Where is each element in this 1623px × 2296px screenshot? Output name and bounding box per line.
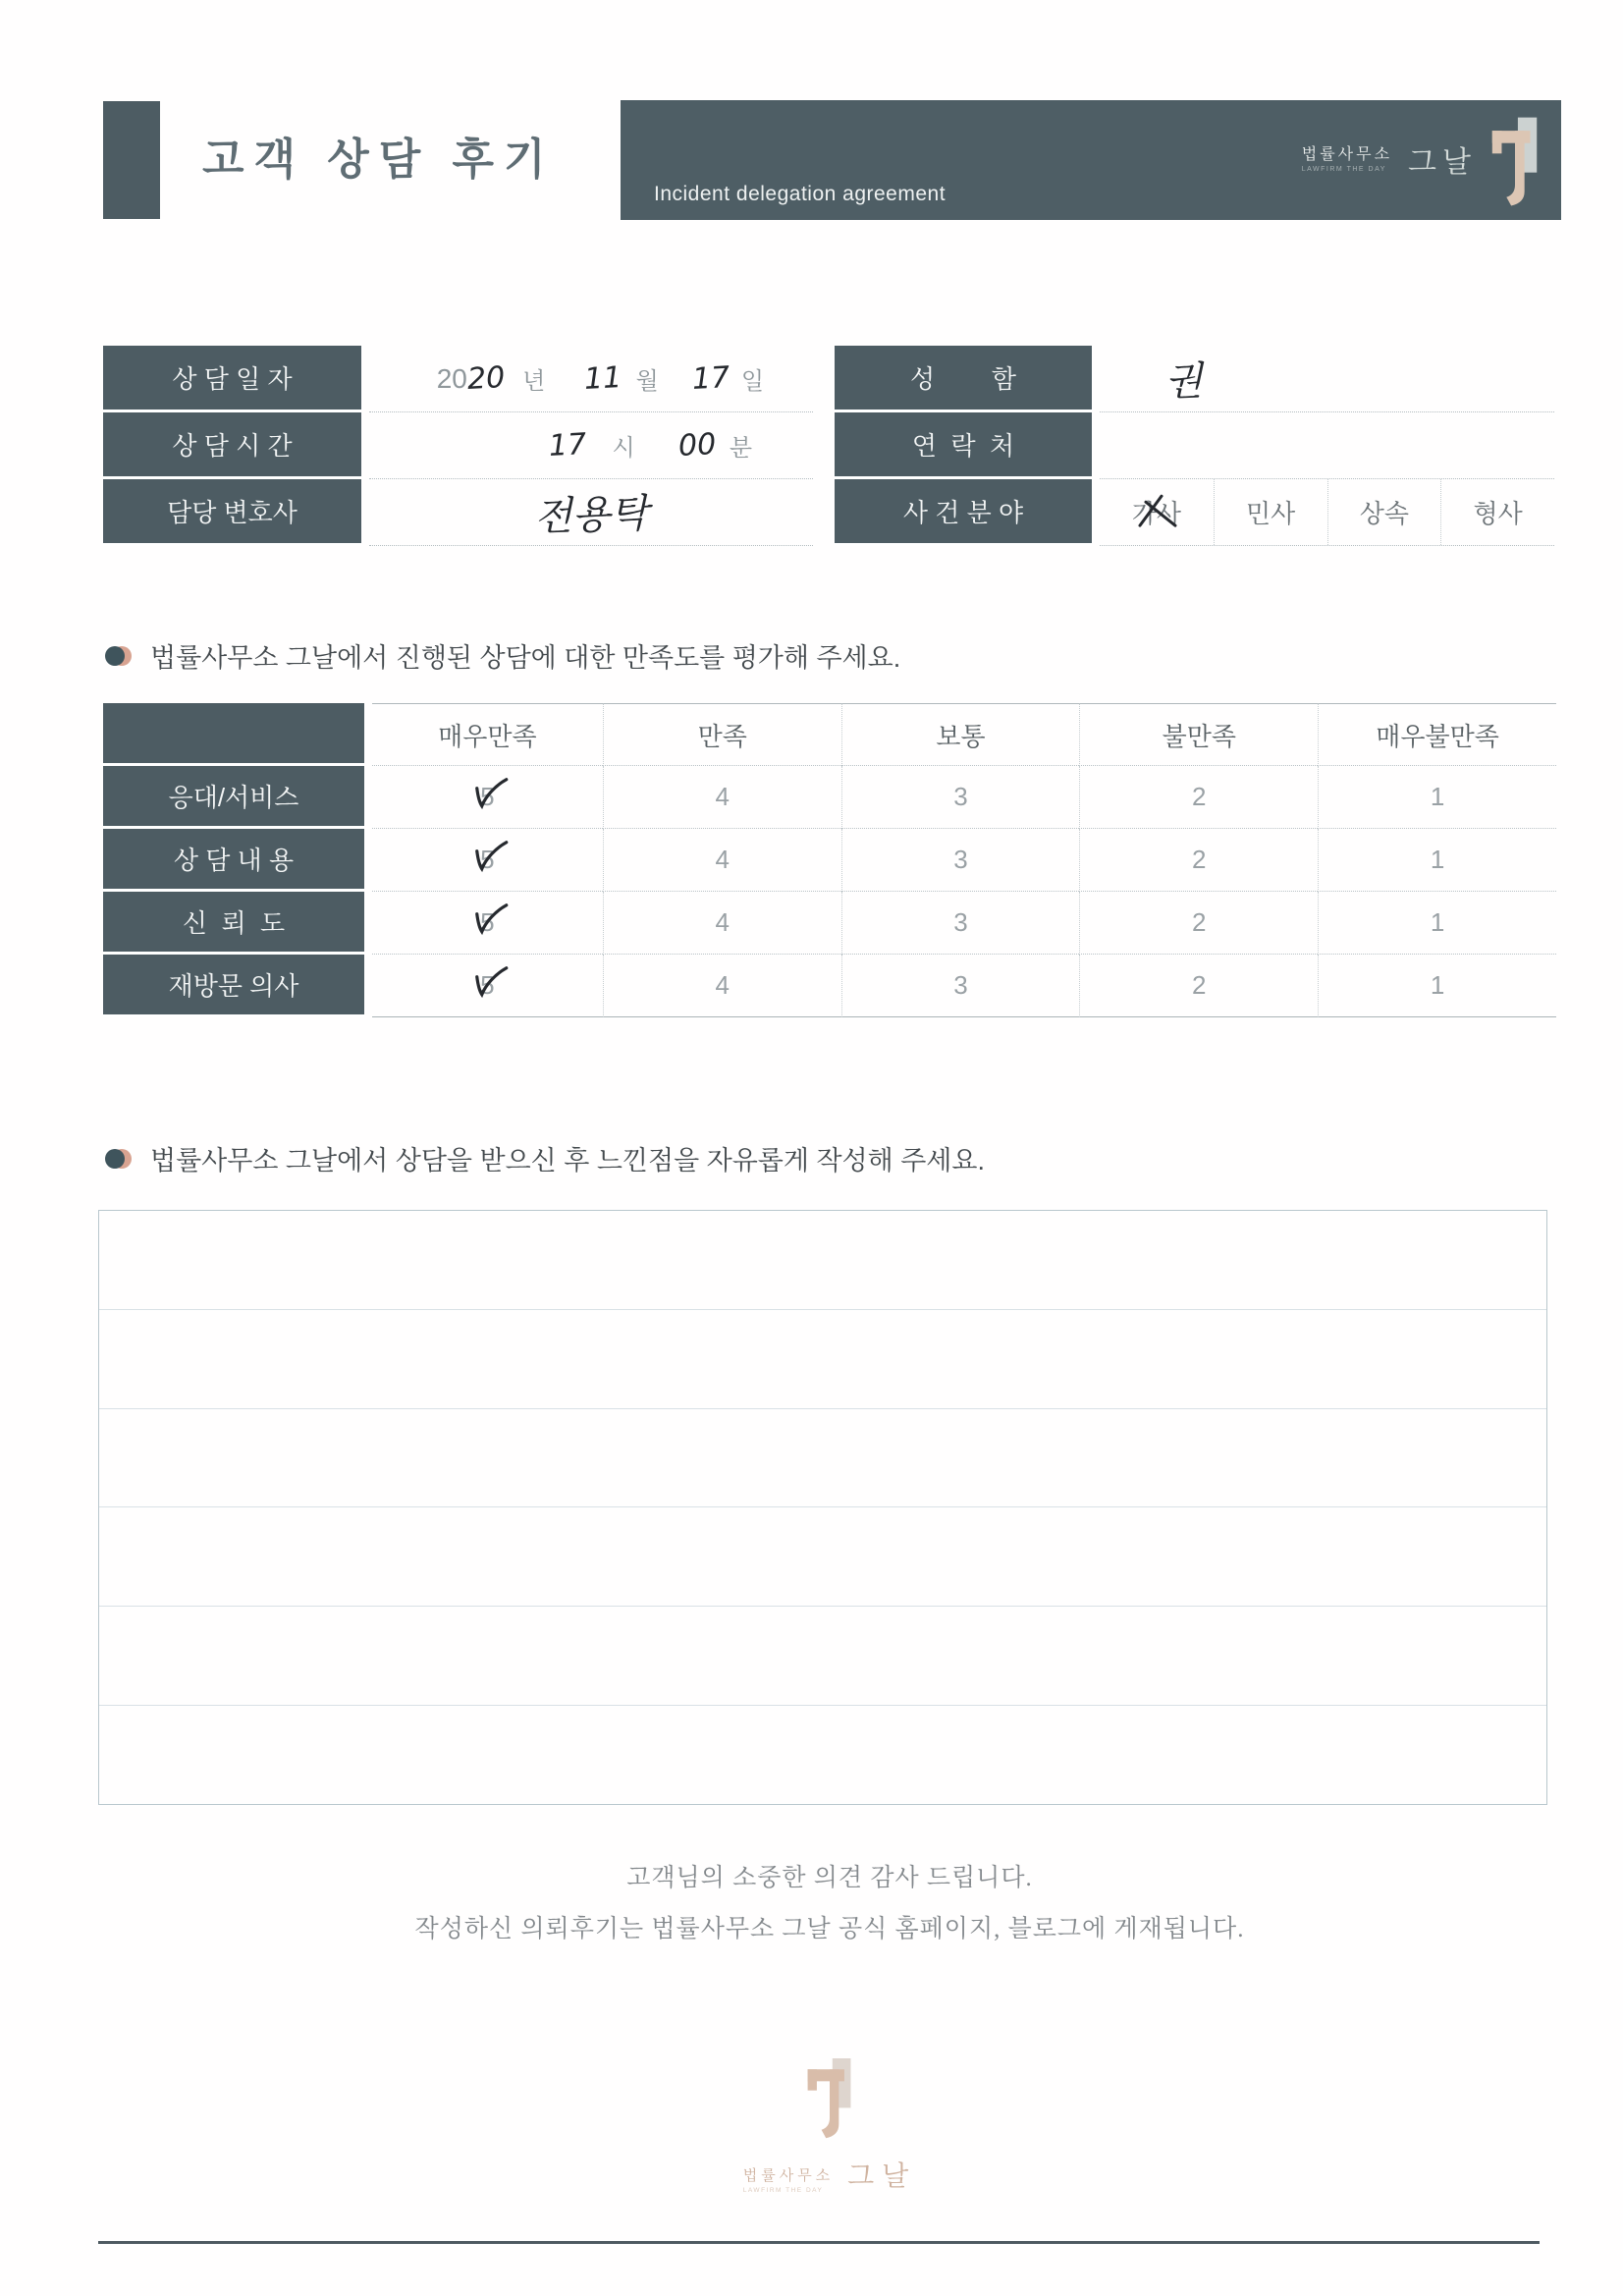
- satisfaction-row-label: 상 담 내 용: [103, 829, 364, 892]
- label-case-field: 사 건 분 야: [835, 479, 1092, 546]
- satisfaction-score-cell: [603, 955, 841, 1017]
- check-icon: [467, 964, 511, 1002]
- score-number: 5: [480, 782, 495, 811]
- satisfaction-column-header: 매우만족: [372, 703, 603, 766]
- satisfaction-row-label: 재방문 의사: [103, 955, 364, 1017]
- logo-caption-text: LAWFIRM THE DAY: [1301, 166, 1386, 173]
- minute-handwritten: 00: [676, 427, 717, 464]
- footer-logo-firm-text: 법률사무소: [742, 2167, 835, 2184]
- value-consult-date: [369, 346, 813, 412]
- lawyer-handwritten: 전용탁: [533, 490, 649, 541]
- check-icon: [467, 776, 511, 813]
- feedback-line: [99, 1706, 1546, 1804]
- score-number: 2: [1192, 970, 1207, 1000]
- lawfirm-logo-icon: [1487, 116, 1543, 210]
- logo-firm-text: 법률사무소: [1301, 146, 1393, 163]
- month-unit: 월: [635, 368, 659, 395]
- title-accent-square: [103, 101, 160, 219]
- feedback-line: [99, 1409, 1546, 1508]
- score-number: 5: [480, 845, 495, 874]
- satisfaction-score-cell: [372, 766, 603, 829]
- feedback-line: [99, 1310, 1546, 1409]
- page-title: 고객 상담 후기: [202, 136, 556, 184]
- satisfaction-column-header: 보통: [841, 703, 1080, 766]
- score-number: 3: [953, 782, 968, 811]
- footer-logo-wordmark: 그날: [847, 2160, 917, 2191]
- satisfaction-score-cell: [603, 829, 841, 892]
- case-option-label: 민사: [1246, 499, 1296, 528]
- case-option-label: 가사: [1131, 499, 1181, 528]
- score-number: 3: [953, 970, 968, 1000]
- value-consult-time: [369, 412, 813, 479]
- value-case-field: [1100, 479, 1554, 546]
- footer-logo-caption-text: LAWFIRM THE DAY: [742, 2187, 824, 2194]
- satisfaction-score-cell: [1079, 955, 1318, 1017]
- satisfaction-corner-cell: [103, 703, 364, 766]
- check-icon: [467, 839, 511, 876]
- label-consult-date: 상 담 일 자: [103, 346, 361, 412]
- satisfaction-score-cell: [841, 829, 1080, 892]
- case-option-label: 형사: [1473, 499, 1523, 528]
- year-handwritten: 20: [465, 360, 506, 397]
- logo-wordmark: 그날: [1408, 146, 1477, 179]
- lawfirm-logo-icon: [802, 2058, 857, 2141]
- satisfaction-prompt-text: 법률사무소 그날에서 진행된 상담에 대한 만족도를 평가해 주세요.: [150, 643, 901, 673]
- day-handwritten: 17: [690, 360, 730, 397]
- satisfaction-score-cell: [372, 892, 603, 955]
- value-contact: [1100, 412, 1554, 479]
- day-unit: 일: [740, 368, 764, 395]
- satisfaction-score-cell: [603, 766, 841, 829]
- case-option: [1100, 479, 1214, 545]
- satisfaction-prompt: [103, 636, 900, 675]
- minute-unit: 분: [729, 435, 752, 462]
- score-number: 1: [1430, 907, 1445, 937]
- satisfaction-row-label: 신 뢰 도: [103, 892, 364, 955]
- score-number: 4: [715, 970, 730, 1000]
- label-lawyer: 담당 변호사: [103, 479, 361, 546]
- info-table-right: [835, 346, 1554, 546]
- band-subtitle: Incident delegation agreement: [654, 183, 947, 205]
- score-number: 4: [715, 782, 730, 811]
- case-option-label: 상속: [1359, 499, 1409, 528]
- satisfaction-score-cell: [1079, 892, 1318, 955]
- value-name: [1100, 346, 1554, 412]
- satisfaction-score-cell: [841, 766, 1080, 829]
- value-lawyer: [369, 479, 813, 546]
- case-option: [1214, 479, 1327, 545]
- year-printed-prefix: 20: [436, 362, 467, 394]
- satisfaction-score-cell: [841, 892, 1080, 955]
- satisfaction-row-label: 응대/서비스: [103, 766, 364, 829]
- info-table-left: [103, 346, 813, 546]
- header-band: [621, 100, 1561, 220]
- name-handwritten: 권: [1163, 358, 1204, 406]
- label-name: 성 함: [835, 346, 1092, 412]
- year-unit: 년: [522, 368, 546, 395]
- score-number: 2: [1192, 845, 1207, 874]
- case-strike-icon: [1124, 488, 1189, 533]
- feedback-line: [99, 1507, 1546, 1607]
- score-number: 5: [480, 907, 495, 937]
- case-option: [1440, 479, 1554, 545]
- hour-handwritten: 17: [548, 427, 588, 464]
- score-number: 5: [480, 970, 495, 1000]
- score-number: 4: [715, 907, 730, 937]
- feedback-line: [99, 1211, 1546, 1310]
- bullet-icon: [103, 1146, 135, 1172]
- score-number: 2: [1192, 907, 1207, 937]
- label-contact: 연 락 처: [835, 412, 1092, 479]
- satisfaction-column-header: 만족: [603, 703, 841, 766]
- month-handwritten: 11: [583, 360, 623, 397]
- footer-thanks-line1: 고객님의 소중한 의견 감사 드립니다.: [626, 1865, 1033, 1891]
- satisfaction-score-cell: [1079, 766, 1318, 829]
- band-logo: [1302, 116, 1543, 210]
- satisfaction-column-header: 불만족: [1079, 703, 1318, 766]
- satisfaction-column-header: 매우불만족: [1318, 703, 1556, 766]
- score-number: 3: [953, 845, 968, 874]
- check-icon: [467, 902, 511, 939]
- satisfaction-score-cell: [1318, 955, 1556, 1017]
- label-consult-time: 상 담 시 간: [103, 412, 361, 479]
- score-number: 1: [1430, 970, 1445, 1000]
- satisfaction-score-cell: [372, 955, 603, 1017]
- score-number: 4: [715, 845, 730, 874]
- footer-thanks-line2: 작성하신 의뢰후기는 법률사무소 그날 공식 홈페이지, 블로그에 게재됩니다.: [414, 1916, 1245, 1942]
- satisfaction-score-cell: [841, 955, 1080, 1017]
- feedback-prompt: [103, 1139, 985, 1177]
- footer-logo: [98, 2058, 1561, 2194]
- case-option: [1327, 479, 1441, 545]
- bullet-icon: [103, 643, 135, 669]
- satisfaction-score-cell: [1079, 829, 1318, 892]
- score-number: 1: [1430, 782, 1445, 811]
- hour-unit: 시: [612, 435, 635, 462]
- feedback-line: [99, 1607, 1546, 1706]
- score-number: 3: [953, 907, 968, 937]
- satisfaction-table: [103, 703, 1556, 1017]
- case-options: [1100, 479, 1554, 545]
- score-number: 2: [1192, 782, 1207, 811]
- score-number: 1: [1430, 845, 1445, 874]
- satisfaction-score-cell: [1318, 829, 1556, 892]
- satisfaction-score-cell: [1318, 892, 1556, 955]
- feedback-box: [98, 1210, 1547, 1805]
- satisfaction-score-cell: [1318, 766, 1556, 829]
- bottom-rule: [98, 2241, 1540, 2244]
- feedback-prompt-text: 법률사무소 그날에서 상담을 받으신 후 느낀점을 자유롭게 작성해 주세요.: [150, 1146, 985, 1175]
- satisfaction-score-cell: [603, 892, 841, 955]
- satisfaction-score-cell: [372, 829, 603, 892]
